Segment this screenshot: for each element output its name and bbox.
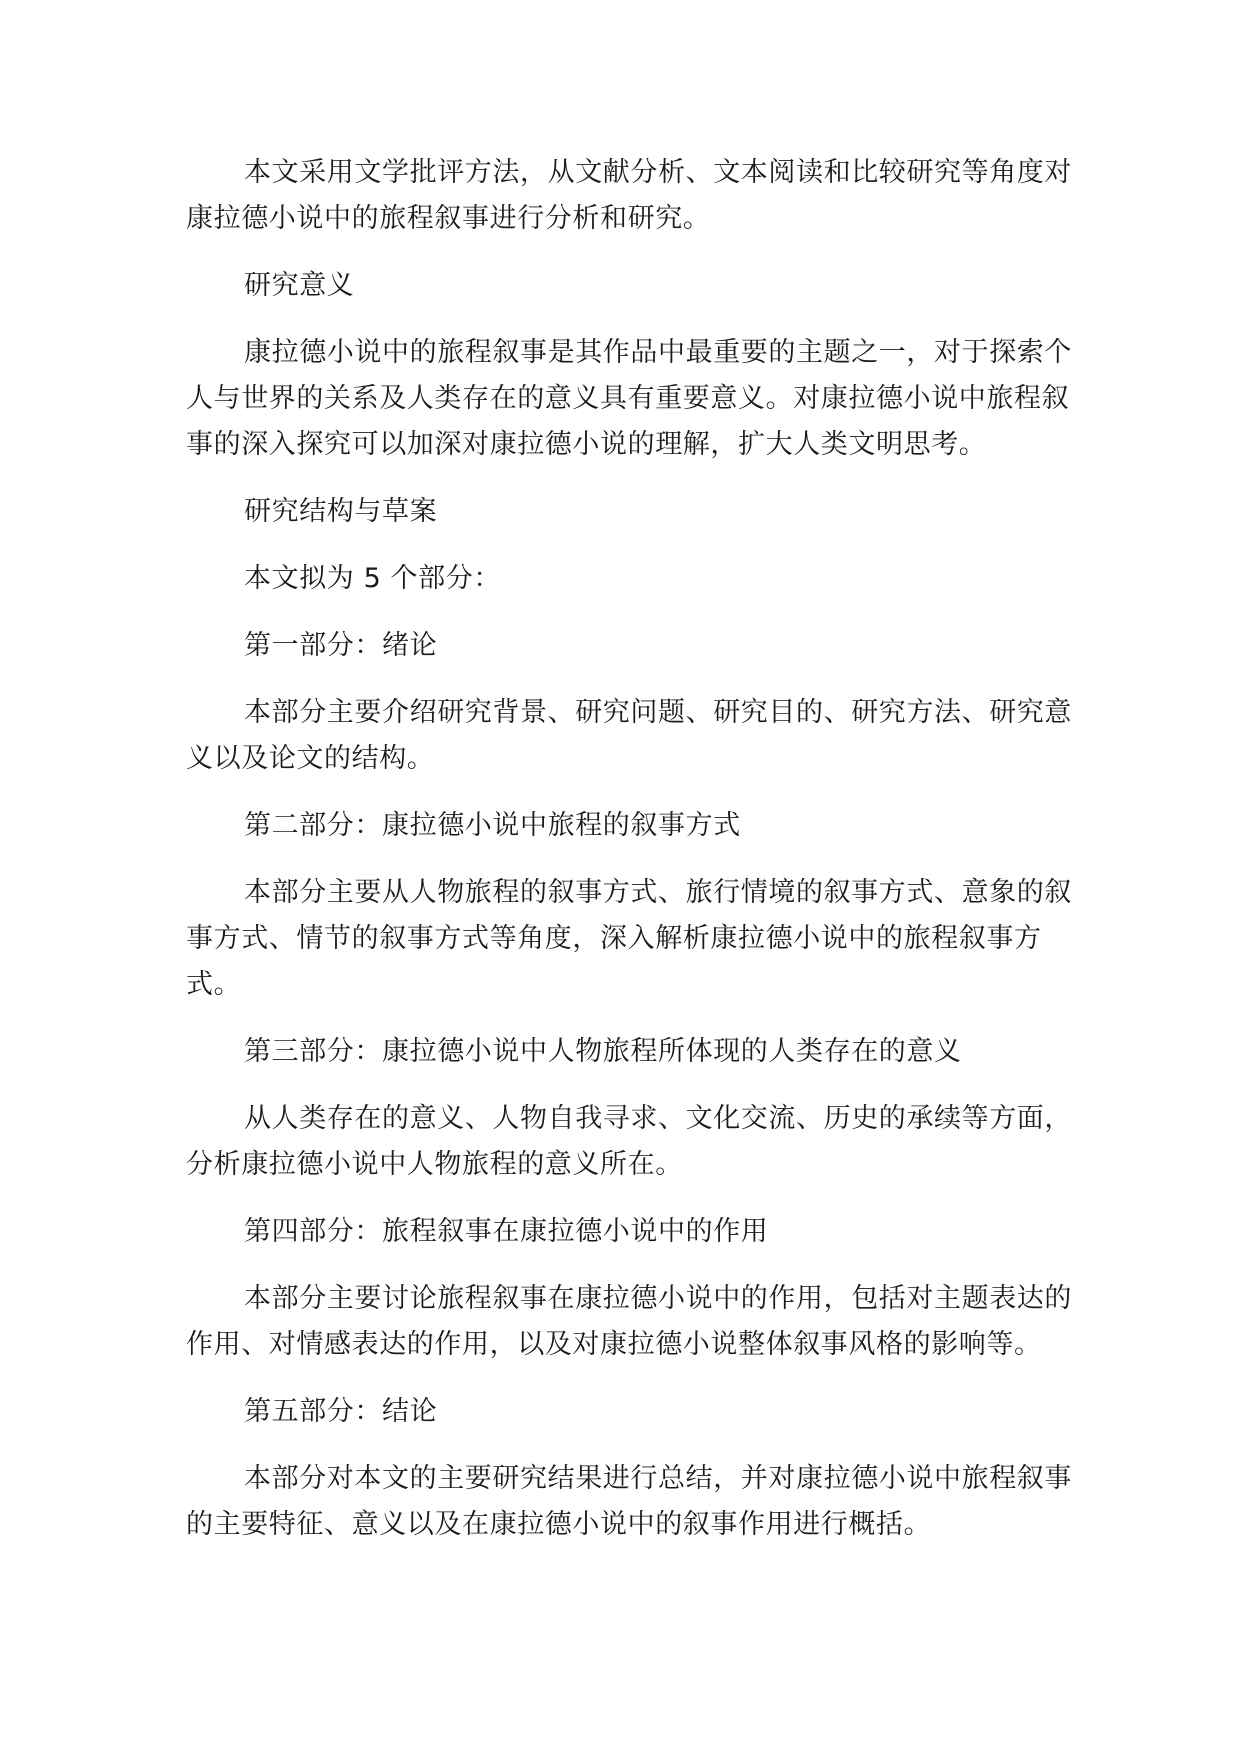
paragraph-part-1: 本部分主要介绍研究背景、研究问题、研究目的、研究方法、研究意义以及论文的结构。 bbox=[186, 697, 1072, 774]
heading-part-5: 第五部分：结论 bbox=[244, 1396, 438, 1427]
heading-part-1: 第一部分：绪论 bbox=[244, 630, 438, 661]
paragraph-part-3: 从人类存在的意义、人物自我寻求、文化交流、历史的承续等方面，分析康拉德小说中人物旅程的意义所在。 bbox=[186, 1103, 1072, 1180]
heading-significance: 研究意义 bbox=[244, 270, 355, 301]
document-page bbox=[186, 150, 1086, 1569]
paragraph-part-2: 本部分主要从人物旅程的叙事方式、旅行情境的叙事方式、意象的叙事方式、情节的叙事方式等角度，深入解析康拉德小说中的旅程叙事方式。 bbox=[186, 877, 1072, 1000]
paragraph-part-5: 本部分对本文的主要研究结果进行总结，并对康拉德小说中旅程叙事的主要特征、意义以及在康拉德小说中的叙事作用进行概括。 bbox=[186, 1463, 1072, 1540]
heading-part-4: 第四部分：旅程叙事在康拉德小说中的作用 bbox=[244, 1216, 769, 1247]
heading-part-3: 第三部分：康拉德小说中人物旅程所体现的人类存在的意义 bbox=[244, 1036, 962, 1067]
paragraph-parts-count: 本文拟为 5 个部分： bbox=[244, 563, 501, 594]
paragraph-significance: 康拉德小说中的旅程叙事是其作品中最重要的主题之一，对于探索个人与世界的关系及人类存在的意义具有重要意义。对康拉德小说中旅程叙事的深入探究可以加深对康拉德小说的理解，扩大人类文明思考。 bbox=[186, 337, 1072, 460]
heading-part-2: 第二部分：康拉德小说中旅程的叙事方式 bbox=[244, 810, 741, 841]
paragraph-method: 本文采用文学批评方法，从文献分析、文本阅读和比较研究等角度对康拉德小说中的旅程叙事进行分析和研究。 bbox=[186, 157, 1072, 234]
paragraph-part-4: 本部分主要讨论旅程叙事在康拉德小说中的作用，包括对主题表达的作用、对情感表达的作用，以及对康拉德小说整体叙事风格的影响等。 bbox=[186, 1283, 1072, 1360]
heading-structure: 研究结构与草案 bbox=[244, 496, 438, 527]
